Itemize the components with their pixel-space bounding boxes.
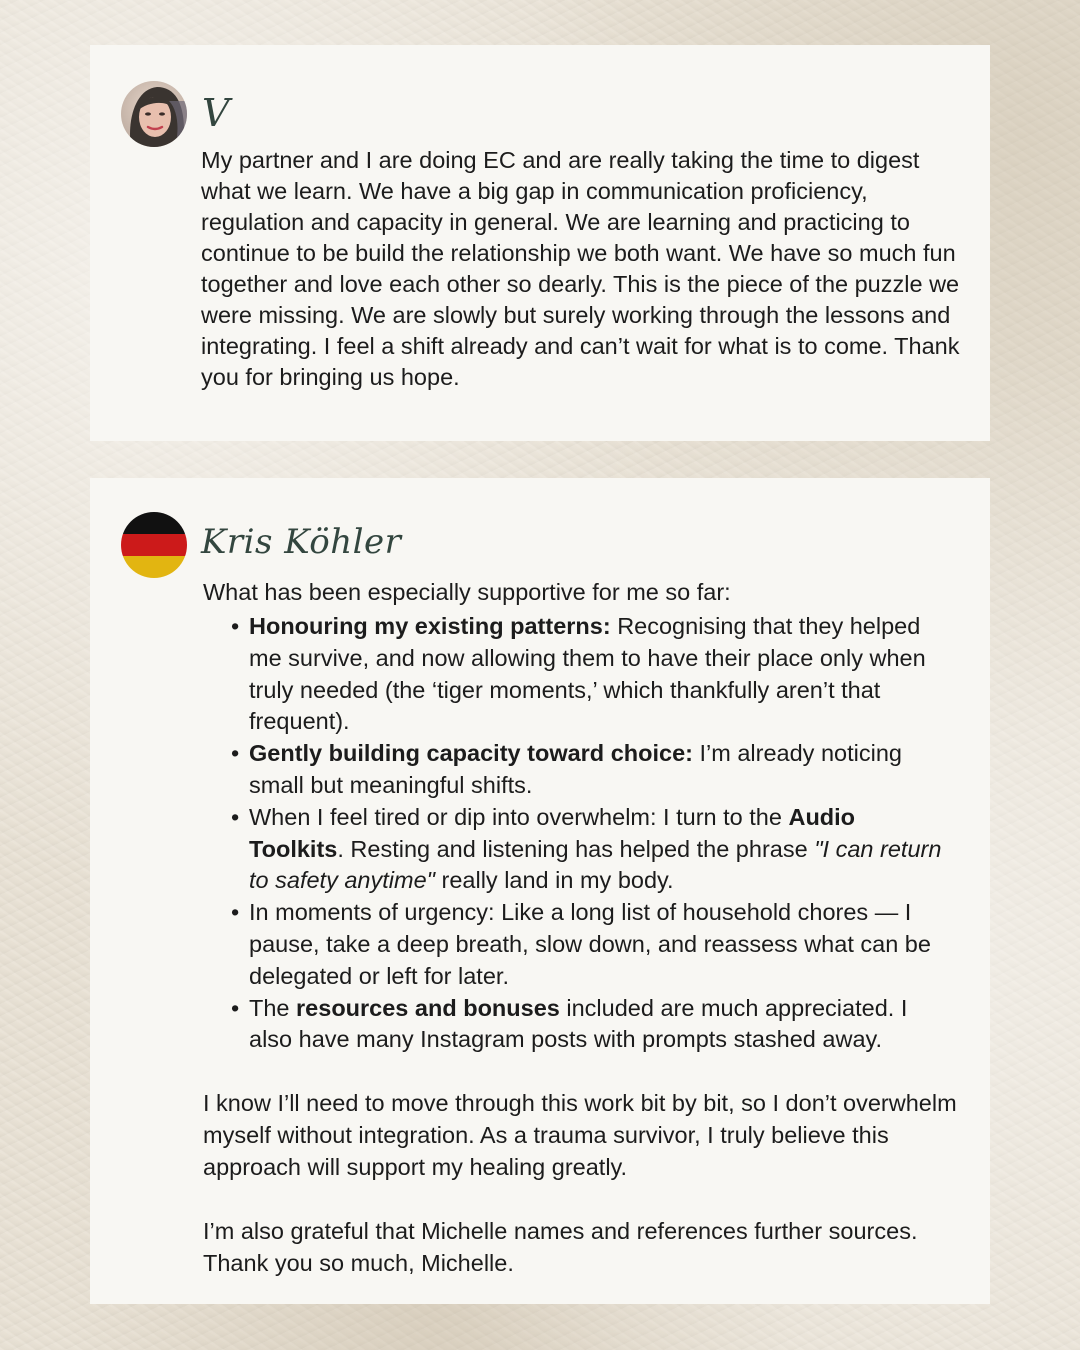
testimonial-paragraph: I know I’ll need to move through this work bit by bit, so I don’t overwhelm myself without integration. As a trauma survivor, I truly believe this approach will support my healing greatly. bbox=[203, 1090, 957, 1180]
testimonial-card-v bbox=[90, 45, 990, 441]
testimonial-text: My partner and I are doing EC and are really taking the time to digest what we learn. We have a big gap in communication proficiency, regulation and capacity in general. We are learning and practicing to continue to be build the relationship we both want. We have so much fun together and love each other so dearly. This is the piece of the puzzle we were missing. We are slowly but surely working through the lessons and integrating. I feel a shift already and can’t wait for what is to come. Thank you for bringing us hope. bbox=[201, 147, 960, 390]
list-item-text: Recognising that they helped me survive, and now allowing them to have their place only when truly needed (the ‘tiger moments,’ which thankfully aren’t that frequent). bbox=[249, 613, 926, 735]
testimonial-name: Kris Köhler bbox=[201, 522, 402, 562]
list-item-bold: Honouring my existing patterns: bbox=[249, 613, 611, 639]
testimonial-name: V bbox=[202, 91, 230, 135]
list-item-text: When I feel tired or dip into overwhelm: I turn to the bbox=[249, 803, 789, 830]
list-item-text: . Resting and listening has helped the phrase bbox=[337, 835, 815, 862]
germany-flag-icon bbox=[121, 512, 187, 578]
list-item-bold: Gently building capacity toward choice: bbox=[249, 740, 693, 767]
list-item-text: In moments of urgency: Like a long list of household chores — I pause, take a deep breath, slow down, and reassess what can be delegated or left for later. bbox=[249, 899, 931, 989]
list-item bbox=[231, 802, 951, 897]
supportive-list bbox=[231, 611, 951, 1056]
list-item bbox=[231, 897, 951, 992]
list-item bbox=[231, 993, 951, 1057]
list-item-bold: resources and bonuses bbox=[296, 994, 560, 1021]
list-item bbox=[231, 738, 951, 802]
list-item-text: really land in my body. bbox=[434, 867, 674, 894]
list-item-text: The bbox=[249, 994, 297, 1021]
list-item-bold: Audio Toolkits bbox=[249, 803, 856, 862]
testimonial-intro: What has been especially supportive for me so far: bbox=[203, 579, 731, 605]
list-item-italic: "I can return to safety anytime" bbox=[249, 835, 942, 894]
woman-portrait-avatar-icon bbox=[121, 81, 187, 147]
testimonial-card-kris bbox=[90, 478, 990, 1304]
list-item-text: I’m already noticing small but meaningful shifts. bbox=[249, 740, 902, 798]
list-item bbox=[231, 611, 951, 738]
list-item-text: included are much appreciated. I also have many Instagram posts with prompts stashed away. bbox=[249, 994, 908, 1053]
testimonial-paragraph: I’m also grateful that Michelle names and references further sources. Thank you so much, Michelle. bbox=[203, 1218, 918, 1276]
